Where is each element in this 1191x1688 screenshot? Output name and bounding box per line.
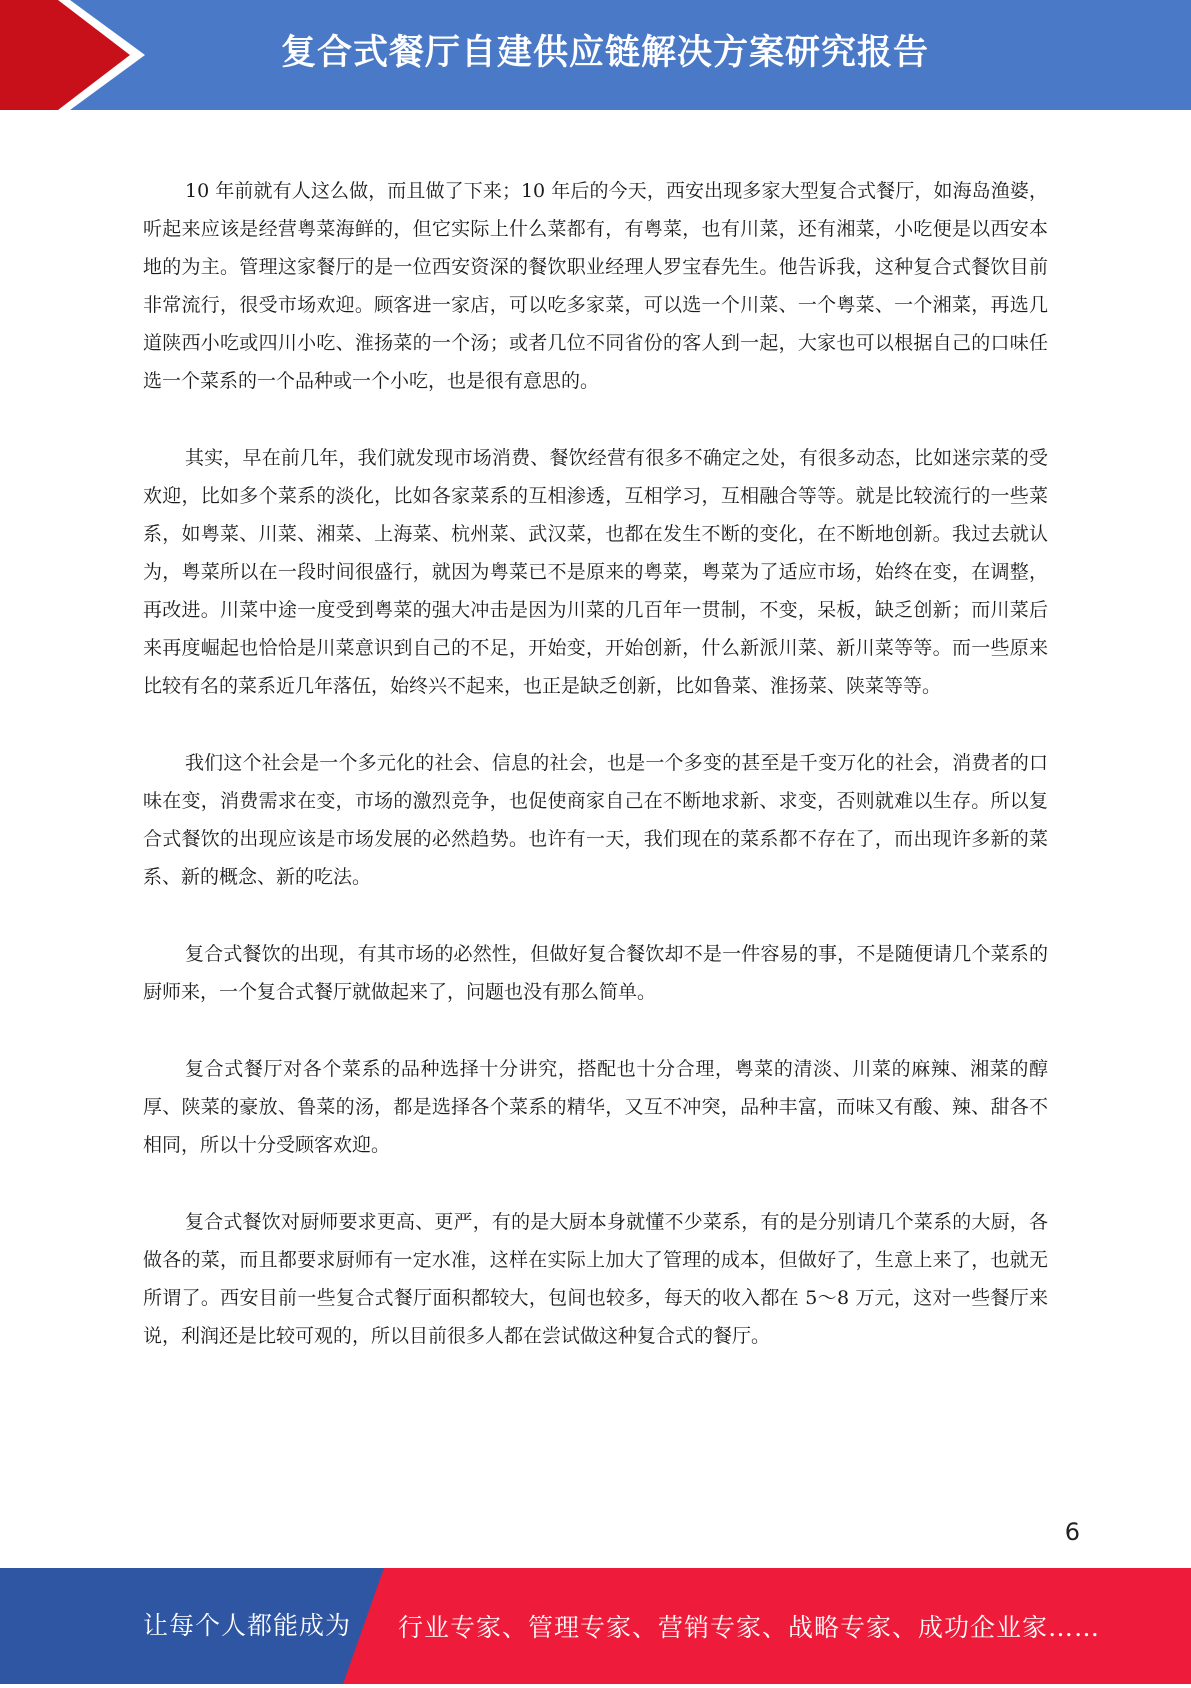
document-title: 复合式餐厅自建供应链解决方案研究报告 [280,33,929,73]
header-band [0,0,1191,110]
paragraph-5: 复合式餐厅对各个菜系的品种选择十分讲究，搭配也十分合理，粤菜的清淡、川菜的麻辣、湘菜的醇厚、陕菜的豪放、鲁菜的汤，都是选择各个菜系的精华，又互不冲突，品种丰富，而味又有酸、辣、甜各不相同，所以十分受顾客欢迎。 [143,1058,1048,1156]
paragraph-3: 我们这个社会是一个多元化的社会、信息的社会，也是一个多变的甚至是千变万化的社会，消费者的口味在变，消费需求在变，市场的激烈竞争，也促使商家自己在不断地求新、求变，否则就难以生存。所以复合式餐饮的出现应该是市场发展的必然趋势。也许有一天，我们现在的菜系都不存在了，而出现许多新的菜系、新的概念、新的吃法。 [143,752,1048,888]
page-number: 6 [1064,1518,1080,1546]
paragraph-4: 复合式餐饮的出现，有其市场的必然性，但做好复合餐饮却不是一件容易的事，不是随便请几个菜系的厨师来，一个复合式餐厅就做起来了，问题也没有那么简单。 [143,943,1048,1003]
paragraph-6: 复合式餐饮对厨师要求更高、更严，有的是大厨本身就懂不少菜系，有的是分别请几个菜系的大厨，各做各的菜，而且都要求厨师有一定水准，这样在实际上加大了管理的成本，但做好了，生意上来了，也就无所谓了。西安目前一些复合式餐厅面积都较大，包间也较多，每天的收入都在 5～8 万元，这对一些餐厅来说，利润还是比较可观的，所以目前很多人都在尝试做这种复合式的餐厅。 [143,1211,1048,1347]
paragraph-2: 其实，早在前几年，我们就发现市场消费、餐饮经营有很多不确定之处，有很多动态，比如迷宗菜的受欢迎，比如多个菜系的淡化，比如各家菜系的互相渗透，互相学习，互相融合等等。就是比较流行的一些菜系，如粤菜、川菜、湘菜、上海菜、杭州菜、武汉菜，也都在发生不断的变化，在不断地创新。我过去就认为，粤菜所以在一段时间很盛行，就因为粤菜已不是原来的粤菜，粤菜为了适应市场，始终在变，在调整，再改进。川菜中途一度受到粤菜的强大冲击是因为川菜的几百年一贯制，不变，呆板，缺乏创新；而川菜后来再度崛起也恰恰是川菜意识到自己的不足，开始变，开始创新，什么新派川菜、新川菜等等。而一些原来比较有名的菜系近几年落伍，始终兴不起来，也正是缺乏创新，比如鲁菜、淮扬菜、陕菜等等。 [143,447,1048,697]
footer-slogan-right: 行业专家、管理专家、营销专家、战略专家、成功企业家…… [398,1613,1101,1642]
footer-band [0,1568,1191,1684]
body-content [143,172,1048,1394]
paragraph-1: 10 年前就有人这么做，而且做了下来；10 年后的今天，西安出现多家大型复合式餐厅，如海岛渔婆，听起来应该是经营粤菜海鲜的，但它实际上什么菜都有，有粤菜，也有川菜，还有湘菜，小吃便是以西安本地的为主。管理这家餐厅的是一位西安资深的餐饮职业经理人罗宝春先生。他告诉我，这种复合式餐饮目前非常流行，很受市场欢迎。顾客进一家店，可以吃多家菜，可以选一个川菜、一个粤菜、一个湘菜，再选几道陕西小吃或四川小吃、淮扬菜的一个汤；或者几位不同省份的客人到一起，大家也可以根据自己的口味任选一个菜系的一个品种或一个小吃，也是很有意思的。 [143,180,1048,392]
footer-slogan-left: 让每个人都能成为 [143,1611,352,1640]
